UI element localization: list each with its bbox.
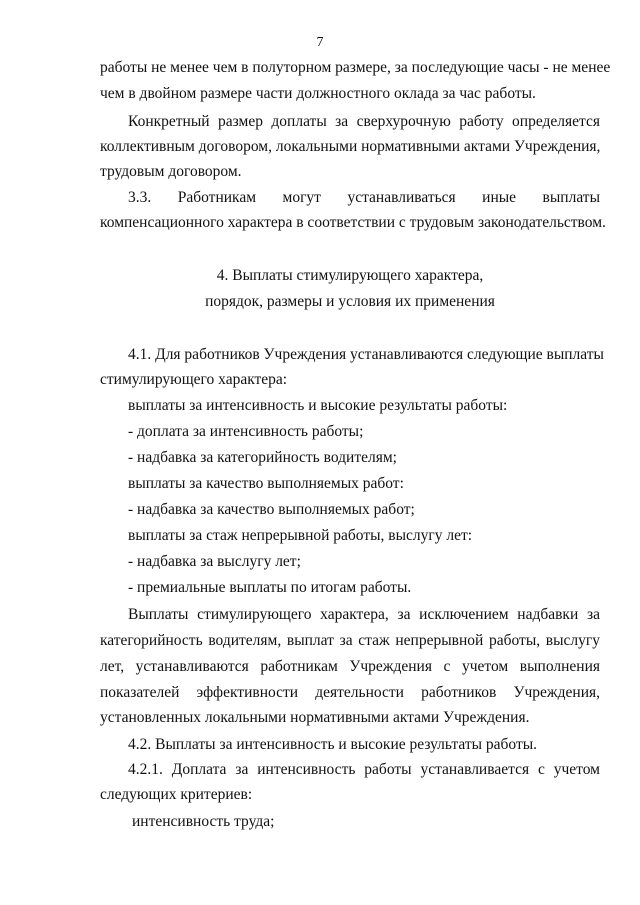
paragraph-line: категорийность водителям, выплат за стаж непрерывной работы, выслугу	[100, 632, 600, 649]
paragraph-line: показателей эффективности деятельности работников Учреждения,	[100, 684, 600, 701]
list-item: - надбавка за выслугу лет;	[128, 553, 301, 570]
list-item: - надбавка за качество выполняемых работ;	[128, 501, 415, 518]
paragraph-line: 4.2.1. Доплата за интенсивность работы устанавливается с учетом	[128, 761, 600, 778]
section-heading: порядок, размеры и условия их применения	[205, 293, 495, 310]
list-item: - премиальные выплаты по итогам работы.	[128, 579, 412, 596]
section-heading: 4. Выплаты стимулирующего характера,	[216, 267, 484, 284]
paragraph-line: коллективным договором, локальными нормативными актами Учреждения,	[100, 138, 601, 155]
page-number: 7	[316, 35, 324, 50]
paragraph-line: 4.1. Для работников Учреждения устанавливаются следующие выплаты	[128, 346, 604, 363]
paragraph-line: установленных локальными нормативными актами Учреждения.	[100, 709, 530, 726]
list-item: интенсивность труда;	[132, 813, 275, 830]
paragraph-line: 3.3. Работникам могут устанавливаться иные выплаты	[128, 189, 600, 206]
list-item: - доплата за интенсивность работы;	[128, 423, 364, 440]
list-item: выплаты за качество выполняемых работ:	[128, 475, 404, 492]
paragraph-line: Конкретный размер доплаты за сверхурочную работу определяется	[128, 113, 600, 130]
paragraph-line: компенсационного характера в соответствии с трудовым законодательством.	[100, 214, 606, 231]
list-item: - надбавка за категорийность водителям;	[128, 449, 397, 466]
paragraph-line: стимулирующего характера:	[100, 371, 288, 388]
paragraph-line: трудовым договором.	[100, 163, 242, 180]
paragraph-line: чем в двойном размере части должностного оклада за час работы.	[100, 85, 536, 102]
paragraph-line: 4.2. Выплаты за интенсивность и высокие результаты работы.	[128, 736, 538, 753]
list-item: выплаты за стаж непрерывной работы, выслугу лет:	[128, 527, 473, 544]
list-item: выплаты за интенсивность и высокие результаты работы:	[128, 397, 508, 414]
paragraph-line: лет, устанавливаются работникам Учреждения с учетом выполнения	[100, 658, 600, 675]
paragraph-line: работы не менее чем в полуторном размере, за последующие часы - не менее	[100, 59, 611, 76]
paragraph-line: следующих критериев:	[100, 786, 253, 803]
paragraph-line: Выплаты стимулирующего характера, за исключением надбавки за	[128, 606, 600, 623]
